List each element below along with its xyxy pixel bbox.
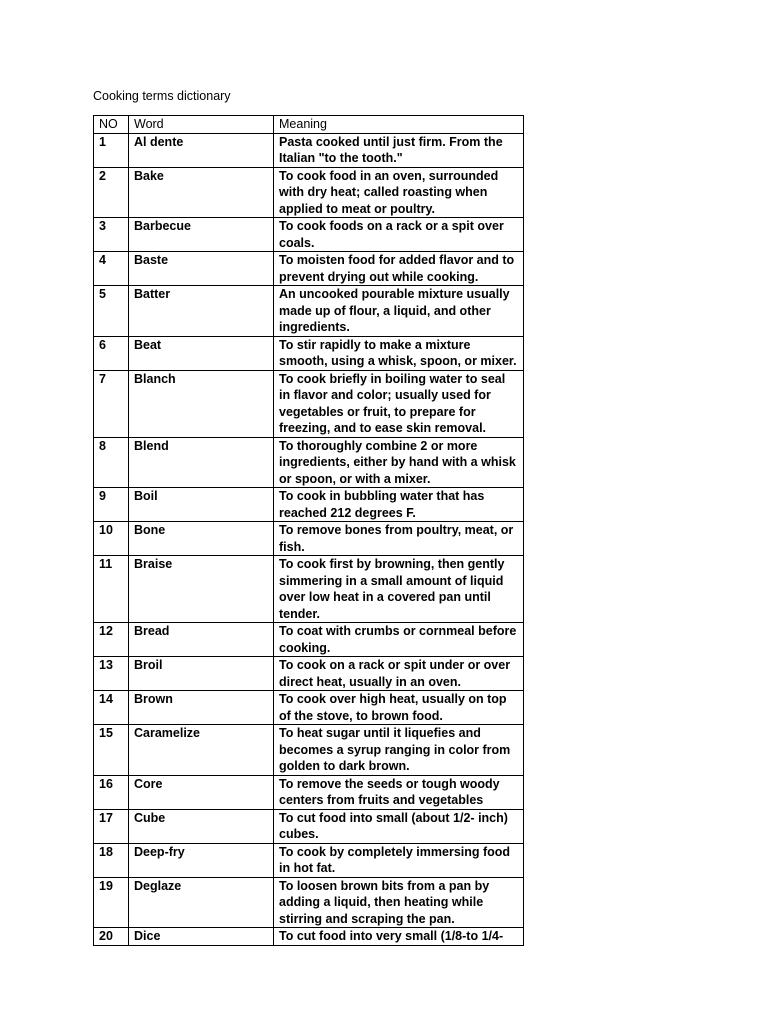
header-meaning: Meaning: [274, 116, 524, 134]
cell-meaning: To cook in bubbling water that has reached 212 degrees F.: [274, 488, 524, 522]
header-word: Word: [129, 116, 274, 134]
cell-meaning: To stir rapidly to make a mixture smooth, using a whisk, spoon, or mixer.: [274, 336, 524, 370]
cell-meaning: To moisten food for added flavor and to prevent drying out while cooking.: [274, 252, 524, 286]
table-row: [94, 218, 524, 252]
cell-word: Braise: [129, 556, 274, 623]
cell-no: 9: [94, 488, 129, 522]
cell-no: 18: [94, 843, 129, 877]
cell-meaning: To cook foods on a rack or a spit over coals.: [274, 218, 524, 252]
cell-meaning: To cook first by browning, then gently simmering in a small amount of liquid over low heat in a covered pan until tender.: [274, 556, 524, 623]
cell-word: Beat: [129, 336, 274, 370]
table-row: [94, 522, 524, 556]
cell-word: Bake: [129, 167, 274, 218]
cell-no: 20: [94, 928, 129, 946]
cell-meaning: To cut food into small (about 1/2- inch) cubes.: [274, 809, 524, 843]
cell-no: 8: [94, 437, 129, 488]
cell-word: Batter: [129, 286, 274, 337]
cell-no: 15: [94, 725, 129, 776]
header-row: [94, 116, 524, 134]
cell-word: Deep-fry: [129, 843, 274, 877]
cell-word: Bread: [129, 623, 274, 657]
cell-no: 2: [94, 167, 129, 218]
table-row: [94, 370, 524, 437]
cell-no: 13: [94, 657, 129, 691]
cell-word: Broil: [129, 657, 274, 691]
cell-meaning: To heat sugar until it liquefies and becomes a syrup ranging in color from golden to dark brown.: [274, 725, 524, 776]
cell-meaning: To cook food in an oven, surrounded with dry heat; called roasting when applied to meat or poultry.: [274, 167, 524, 218]
cell-meaning: To loosen brown bits from a pan by adding a liquid, then heating while stirring and scraping the pan.: [274, 877, 524, 928]
cell-no: 14: [94, 691, 129, 725]
table-row: [94, 843, 524, 877]
cell-no: 7: [94, 370, 129, 437]
table-row: [94, 437, 524, 488]
table-row: [94, 928, 524, 946]
cell-no: 10: [94, 522, 129, 556]
cell-meaning: To cook on a rack or spit under or over direct heat, usually in an oven.: [274, 657, 524, 691]
cell-word: Dice: [129, 928, 274, 946]
table-row: [94, 809, 524, 843]
cell-word: Blend: [129, 437, 274, 488]
terms-table: [93, 115, 524, 946]
cell-word: Baste: [129, 252, 274, 286]
cell-meaning: An uncooked pourable mixture usually made up of flour, a liquid, and other ingredients.: [274, 286, 524, 337]
cell-no: 16: [94, 775, 129, 809]
table-row: [94, 691, 524, 725]
cell-meaning: To cook by completely immersing food in hot fat.: [274, 843, 524, 877]
cell-word: Core: [129, 775, 274, 809]
cell-no: 5: [94, 286, 129, 337]
cell-meaning: To cut food into very small (1/8-to 1/4-: [274, 928, 524, 946]
cell-meaning: Pasta cooked until just firm. From the Italian "to the tooth.": [274, 133, 524, 167]
cell-no: 1: [94, 133, 129, 167]
cell-word: Brown: [129, 691, 274, 725]
table-body: [94, 133, 524, 945]
cell-meaning: To remove the seeds or tough woody centers from fruits and vegetables: [274, 775, 524, 809]
page-title: Cooking terms dictionary: [93, 89, 231, 103]
cell-meaning: To remove bones from poultry, meat, or fish.: [274, 522, 524, 556]
cell-word: Cube: [129, 809, 274, 843]
cell-no: 11: [94, 556, 129, 623]
table-row: [94, 657, 524, 691]
cell-no: 19: [94, 877, 129, 928]
table-row: [94, 877, 524, 928]
table-header: [94, 116, 524, 134]
cell-no: 3: [94, 218, 129, 252]
cell-meaning: To thoroughly combine 2 or more ingredients, either by hand with a whisk or spoon, or with a mixer.: [274, 437, 524, 488]
table-row: [94, 133, 524, 167]
header-no: NO: [94, 116, 129, 134]
cell-meaning: To cook briefly in boiling water to seal in flavor and color; usually used for vegetables or fruit, to prepare for freezing, and to ease skin removal.: [274, 370, 524, 437]
table-row: [94, 252, 524, 286]
table-row: [94, 488, 524, 522]
cell-word: Al dente: [129, 133, 274, 167]
cell-no: 17: [94, 809, 129, 843]
cell-meaning: To coat with crumbs or cornmeal before cooking.: [274, 623, 524, 657]
cell-word: Caramelize: [129, 725, 274, 776]
table-row: [94, 167, 524, 218]
cell-no: 12: [94, 623, 129, 657]
table-row: [94, 556, 524, 623]
cell-word: Deglaze: [129, 877, 274, 928]
cell-no: 4: [94, 252, 129, 286]
cell-no: 6: [94, 336, 129, 370]
cell-word: Blanch: [129, 370, 274, 437]
cell-word: Barbecue: [129, 218, 274, 252]
table-row: [94, 623, 524, 657]
cell-word: Boil: [129, 488, 274, 522]
table-row: [94, 336, 524, 370]
cell-word: Bone: [129, 522, 274, 556]
table-row: [94, 725, 524, 776]
cell-meaning: To cook over high heat, usually on top of the stove, to brown food.: [274, 691, 524, 725]
table-row: [94, 286, 524, 337]
table-row: [94, 775, 524, 809]
